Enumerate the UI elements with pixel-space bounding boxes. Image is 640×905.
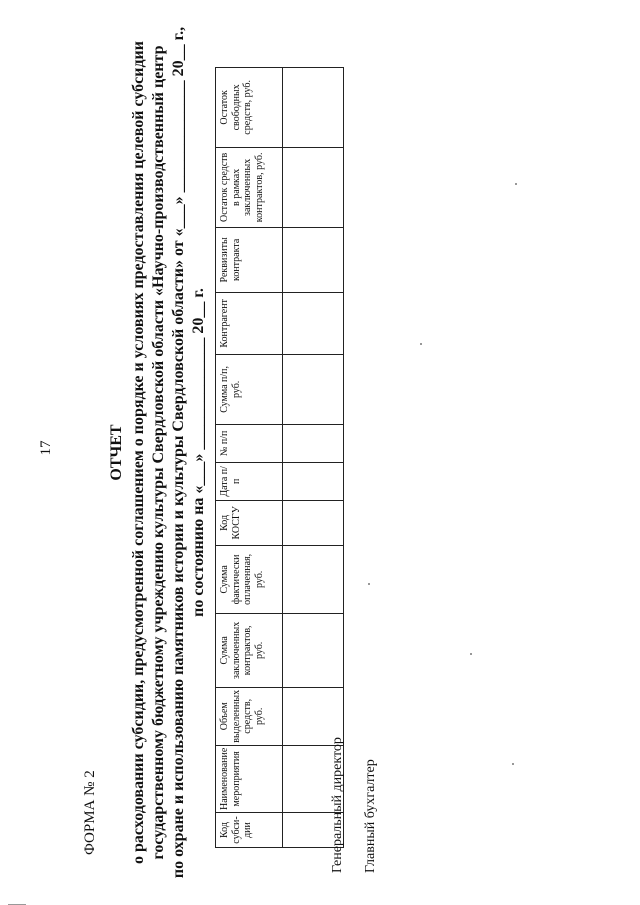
column-header: Остаток свободных средств, руб. [216,67,283,147]
scan-speck [512,763,514,765]
scan-speck [470,653,472,655]
column-header: Код субси-дии [216,813,283,848]
column-header: Сумма фактически оплаченная, руб. [216,545,283,613]
column-header: Объем выделенных средств, руб. [216,687,283,745]
form-label: ФОРМА № 2 [82,770,98,855]
column-header: № п/п [216,424,283,462]
page-number: 17 [38,440,54,456]
column-header: Реквизиты контракта [216,227,283,292]
column-header: Код КОСГУ [216,500,283,545]
table-row [283,67,344,847]
scan-speck [420,343,422,345]
accountant-signature-label: Главный бухгалтер [363,759,378,873]
column-header: Остаток средств в рамках заключенных контрактов, руб. [216,147,283,227]
report-title-line-2: государственному бюджетному учреждению культуры Свердловской области «Научно-производственный центр [150,45,167,860]
table-cell [283,613,344,687]
table-cell [283,424,344,462]
table-cell [283,354,344,424]
table-cell [283,292,344,354]
scan-speck [368,583,370,585]
column-header: Контрагент [216,292,283,354]
table-cell [283,67,344,147]
report-table [215,67,344,848]
table-cell [283,500,344,545]
table-header-row [216,67,283,847]
director-signature-label: Генеральный директор [330,737,345,873]
table-cell [283,147,344,227]
table-cell [283,545,344,613]
column-header: Дата п/п [216,462,283,500]
report-title-line-4: по состоянию на «___» ______________ 20__ г. [190,288,207,617]
table-cell [283,227,344,292]
report-title-line-3: по охране и использованию памятников истории и культуры Свердловской области» от «___» ______________ 20__ г., [170,26,187,879]
table-cell [283,462,344,500]
column-header: Сумма п/п, руб. [216,354,283,424]
report-title-line-1: о расходовании субсидии, предусмотренной соглашением о порядке и условиях предоставления целевой субсидии [130,41,147,864]
column-header: Сумма заключенных контрактов, руб. [216,613,283,687]
column-header: Наименование мероприятия [216,745,283,812]
report-heading: ОТЧЕТ [108,424,125,481]
scan-speck [515,183,517,185]
